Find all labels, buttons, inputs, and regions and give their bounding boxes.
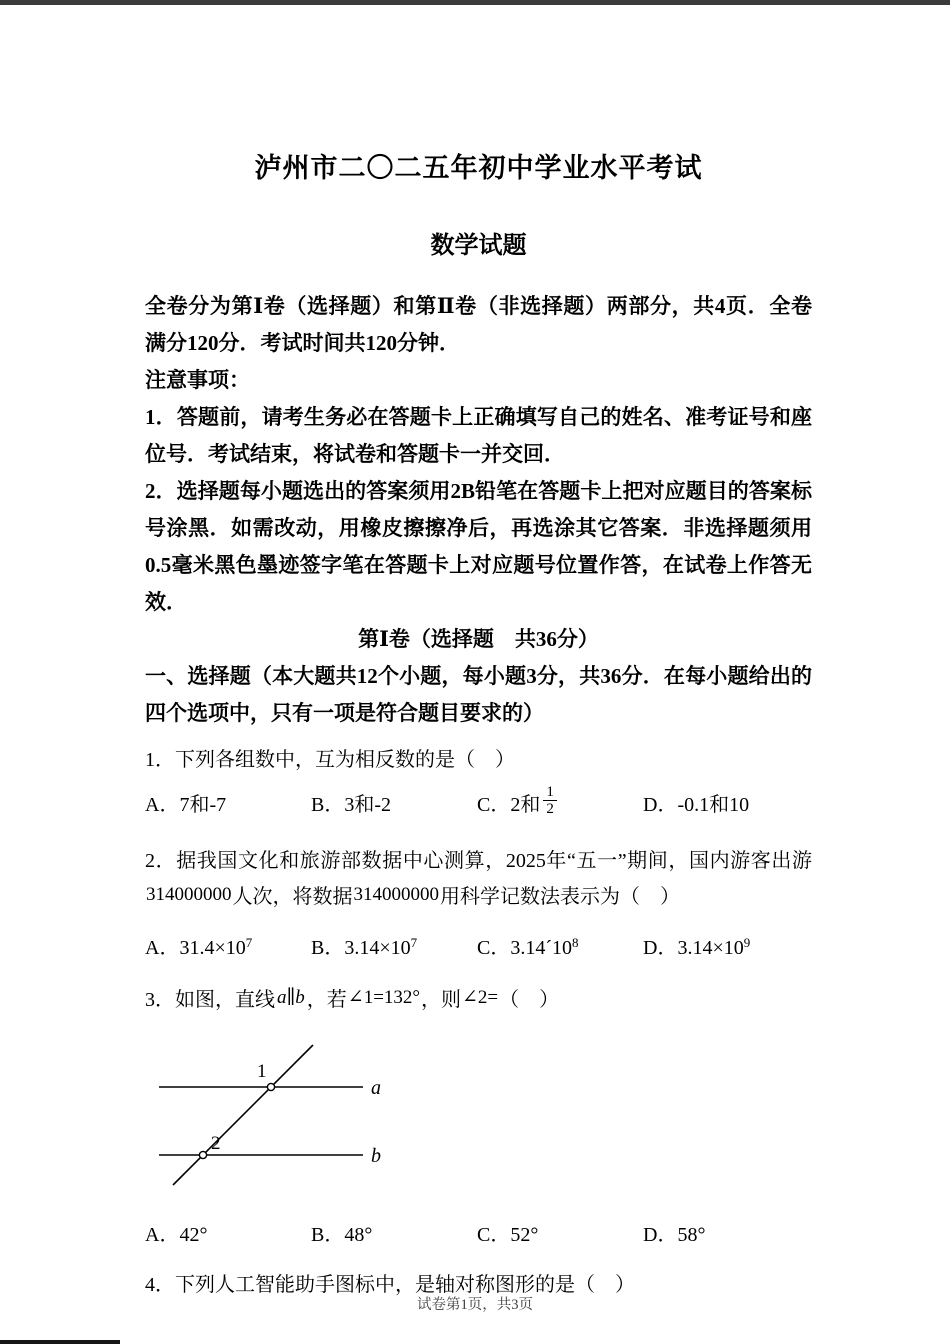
question-1-option-d: D．-0.1和10 xyxy=(643,794,750,816)
q3-stem-text-3: ，则 xyxy=(421,988,462,1011)
question-2-option-a xyxy=(145,925,311,966)
question-2-option-c xyxy=(477,925,643,966)
q2-stem-text-2: 人次，将数据 xyxy=(232,885,353,908)
q3-figure xyxy=(151,1035,812,1205)
transversal-line xyxy=(173,1045,313,1185)
exam-summary: 全卷分为第Ⅰ卷（选择题）和第Ⅱ卷（非选择题）两部分，共4页．全卷满分120分．考试时间共120分钟． xyxy=(145,294,812,355)
q2-stem-text-1: 2．据我国文化和旅游部数据中心测算，2025年“五一”期间，国内游客出游 xyxy=(145,849,812,872)
q2-number-1: 314000000 xyxy=(146,883,232,905)
question-3-option-a: A．42° xyxy=(145,1223,208,1246)
fraction-one-half xyxy=(543,784,557,818)
option-c-coefficient: C．3.14´10 xyxy=(477,936,572,959)
option-d-exponent: 9 xyxy=(743,934,751,950)
intersection-dot-2 xyxy=(199,1151,206,1158)
option-b-exponent: 7 xyxy=(410,934,418,950)
q2-number-2: 314000000 xyxy=(353,883,439,905)
line-b-label: b xyxy=(371,1144,381,1167)
question-1-option-a: A．7和-7 xyxy=(145,794,227,816)
exam-subtitle: 数学试题 xyxy=(430,233,527,259)
fraction-denominator: 2 xyxy=(546,801,554,817)
notice-item-2: 2．选择题每小题选出的答案须用2B铅笔在答题卡上把对应题目的答案标号涂黑．如需改动，用橡皮擦擦净后，再选涂其它答案．非选择题须用0.5毫米黑色墨迹签字笔在答题卡上对应题号位置作答，在试卷上作答无效． xyxy=(145,479,812,614)
question-1 xyxy=(145,742,812,825)
question-3-option-d: D．58° xyxy=(643,1223,706,1246)
parallel-lines-figure xyxy=(151,1035,401,1193)
angle-2-label: 2 xyxy=(211,1132,221,1154)
question-3-stem xyxy=(145,982,812,1019)
question-1-option-b: B．3和-2 xyxy=(311,794,391,816)
question-2-options xyxy=(145,925,812,966)
intersection-dot-1 xyxy=(267,1083,274,1090)
question-3-options xyxy=(145,1217,812,1253)
q3-math-angle2: ∠2= xyxy=(462,986,499,1008)
scan-top-edge xyxy=(0,0,950,5)
option-c-exponent: 8 xyxy=(572,934,579,950)
section-1-heading: 第Ⅰ卷（选择题 共36分） xyxy=(358,627,599,651)
option-d-coefficient: D．3.14×10 xyxy=(643,936,744,959)
option-a-exponent: 7 xyxy=(245,934,253,950)
angle-1-label: 1 xyxy=(257,1060,267,1082)
question-2-option-b xyxy=(311,925,477,966)
question-1-option-c xyxy=(477,783,643,825)
q2-stem-text-3: 用科学记数法表示为（ ） xyxy=(440,885,680,908)
notice-item-1: 1．答题前，请考生务必在答题卡上正确填写自己的姓名、准考证号和座位号．考试结束，将试卷和答题卡一并交回． xyxy=(145,405,812,466)
exam-title: 泸州市二〇二五年初中学业水平考试 xyxy=(254,153,703,183)
question-3-option-b: B．48° xyxy=(311,1223,373,1246)
scan-bottom-edge xyxy=(0,1340,120,1344)
line-a-label: a xyxy=(371,1076,381,1099)
q3-stem-text-4: （ ） xyxy=(499,988,560,1011)
question-3 xyxy=(145,982,812,1253)
question-2-stem xyxy=(145,843,812,916)
question-4-stem: 4．下列人工智能助手图标中，是轴对称图形的是（ ） xyxy=(145,1273,635,1296)
notice-title: 注意事项： xyxy=(145,368,250,392)
q3-stem-text-2: ，若 xyxy=(306,988,347,1011)
option-b-coefficient: B．3.14×10 xyxy=(311,936,411,959)
question-2 xyxy=(145,843,812,966)
page-footer: 试卷第1页，共3页 xyxy=(417,1297,533,1313)
fraction-numerator: 1 xyxy=(543,784,557,802)
option-c-prefix: C．2和 xyxy=(477,794,541,816)
q3-math-parallel: a∥b xyxy=(277,986,305,1008)
part-1-heading: 一、选择题（本大题共12个小题，每小题3分，共36分．在每小题给出的四个选项中，只有一项是符合题目要求的） xyxy=(145,664,812,725)
question-1-options xyxy=(145,783,812,825)
question-1-stem: 1．下列各组数中，互为相反数的是（ ） xyxy=(145,749,515,771)
question-3-option-c: C．52° xyxy=(477,1223,539,1246)
q3-stem-text-1: 3．如图，直线 xyxy=(145,988,275,1011)
q3-math-angle1: ∠1=132° xyxy=(347,986,421,1008)
question-2-option-d xyxy=(643,925,750,966)
option-a-coefficient: A．31.4×10 xyxy=(145,936,246,959)
